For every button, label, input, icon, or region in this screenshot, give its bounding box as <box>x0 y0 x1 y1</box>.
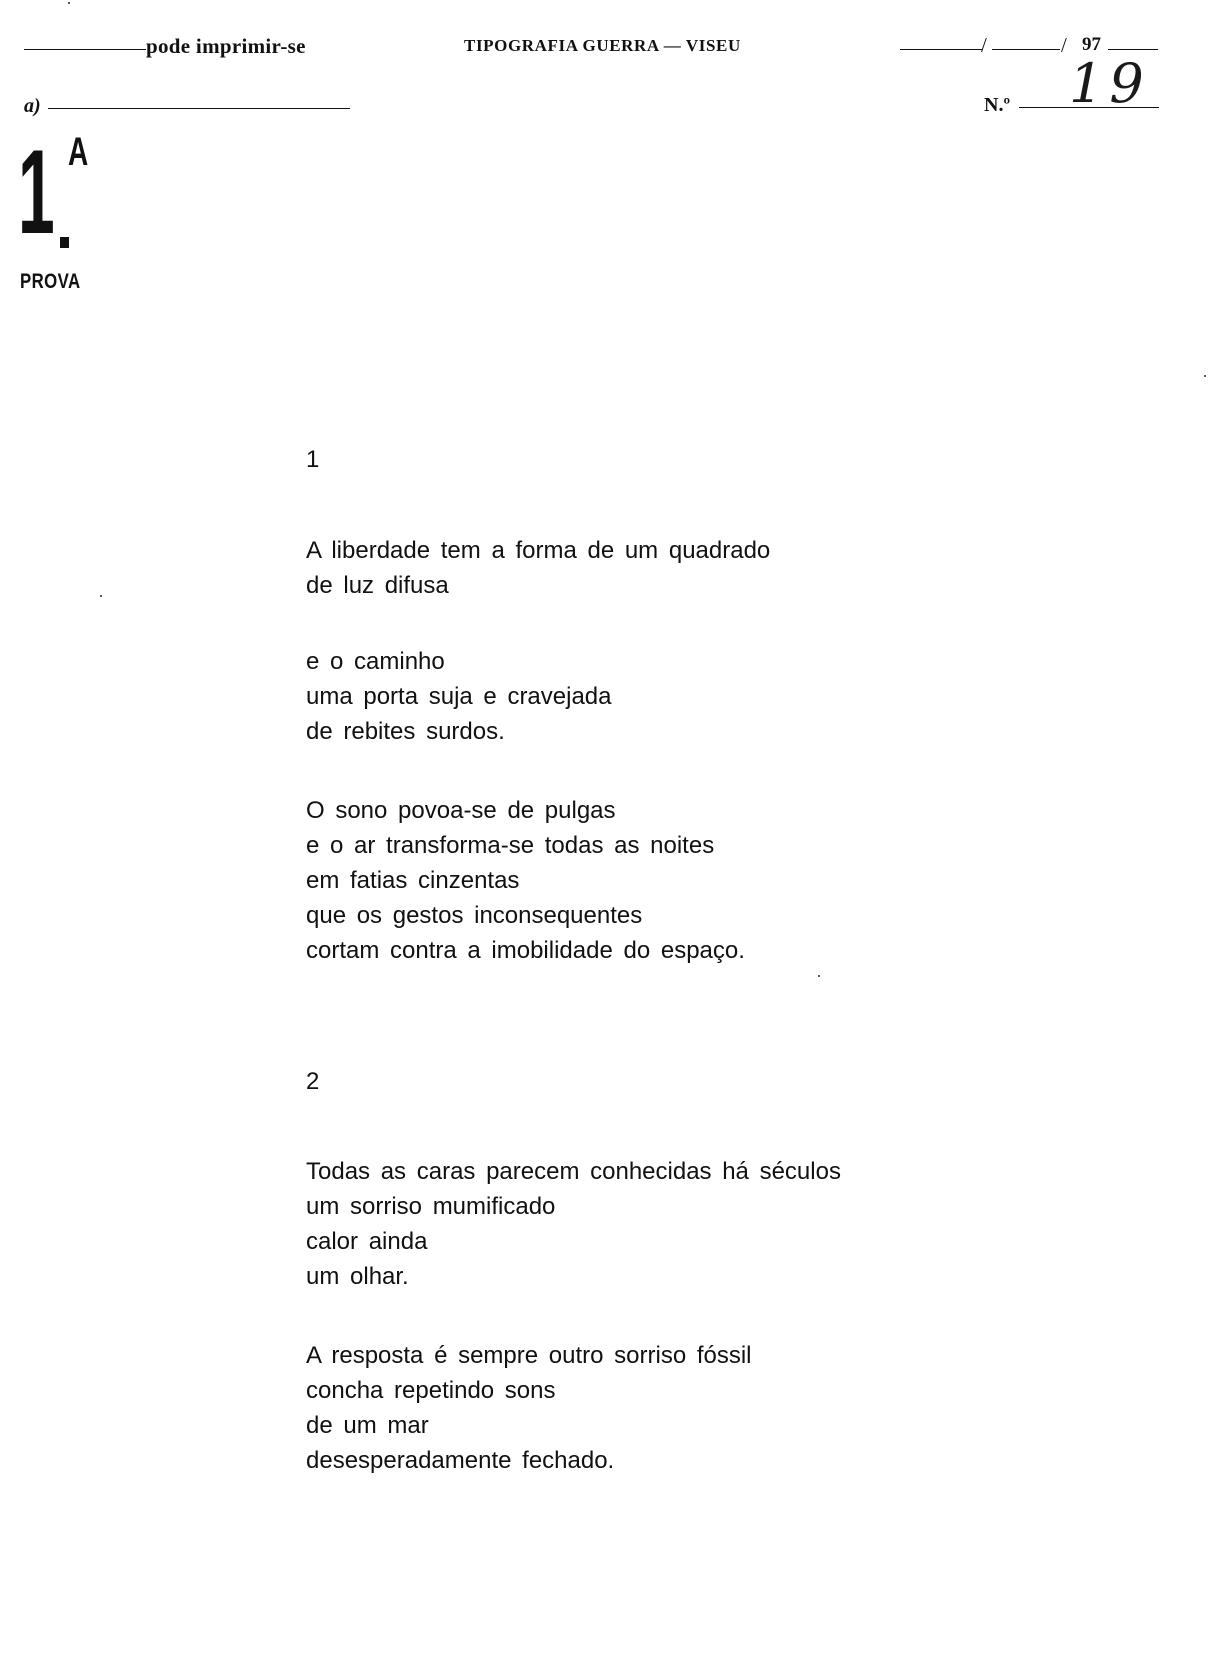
poem-line: um sorriso mumificado <box>306 1193 556 1220</box>
poem-line: A resposta é sempre outro sorriso fóssil <box>306 1342 752 1369</box>
stamp-dot <box>60 237 69 248</box>
date-slash: / <box>1061 33 1067 57</box>
scan-speck <box>818 975 820 977</box>
imprimir-label: pode imprimir-se <box>146 34 306 58</box>
poem-line: calor ainda <box>306 1228 428 1255</box>
poem-line: de luz difusa <box>306 572 449 599</box>
poem-line: em fatias cinzentas <box>306 867 520 894</box>
date-slash: / <box>981 33 987 57</box>
poem-line: A liberdade tem a forma de um quadrado <box>306 537 771 564</box>
poem-line: de rebites surdos. <box>306 718 505 745</box>
stamp-superscript: A <box>68 130 89 174</box>
proof-stamp <box>18 125 98 302</box>
number-label: N.º <box>984 94 1011 116</box>
poem-line: de um mar <box>306 1412 429 1439</box>
printer-name: TIPOGRAFIA GUERRA — VISEU <box>464 36 741 55</box>
poem-line: e o caminho <box>306 648 445 675</box>
date-month-rule <box>992 49 1060 50</box>
signature-rule <box>48 108 350 109</box>
date-year-rule <box>1108 49 1158 50</box>
poem-line: uma porta suja e cravejada <box>306 683 612 710</box>
date-year: 97 <box>1082 34 1101 55</box>
scan-speck <box>1204 375 1206 377</box>
scan-speck <box>100 595 102 597</box>
handwritten-number: 19 <box>1069 52 1150 115</box>
poem-line: desesperadamente fechado. <box>306 1447 615 1474</box>
imprimir-rule <box>24 49 146 50</box>
poem-line: O sono povoa-se de pulgas <box>306 797 616 824</box>
signature-label: a) <box>24 95 41 117</box>
stamp-label: PROVA <box>20 270 81 293</box>
section-number: 2 <box>306 1068 320 1095</box>
poem-line: concha repetindo sons <box>306 1377 556 1404</box>
section-number: 1 <box>306 446 320 473</box>
poem-line: que os gestos inconsequentes <box>306 902 643 929</box>
poem-line: um olhar. <box>306 1263 409 1290</box>
poem-line: e o ar transforma-se todas as noites <box>306 832 715 859</box>
scan-speck <box>68 2 70 4</box>
date-day-rule <box>900 49 982 50</box>
stamp-numeral: 1 <box>18 125 55 259</box>
poem-line: Todas as caras parecem conhecidas há séculos <box>306 1158 841 1185</box>
poem-line: cortam contra a imobilidade do espaço. <box>306 937 745 964</box>
